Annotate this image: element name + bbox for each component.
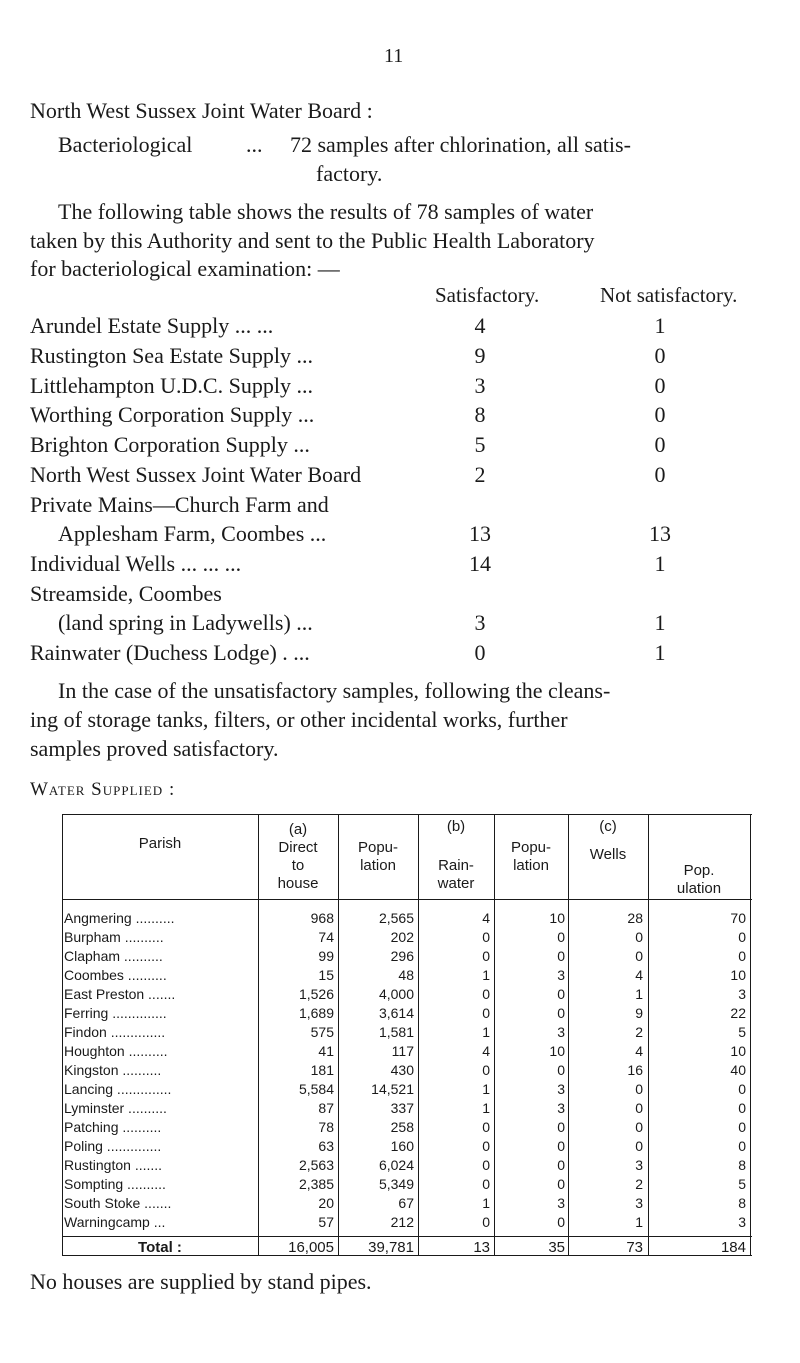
results-not-satisfactory: 1 [654,610,666,635]
total-pop3: 184 [720,1239,746,1256]
cell-parish: Ferring .............. [64,1005,167,1021]
cell-pop1: 430 [390,1062,414,1078]
cell-parish: Findon .............. [64,1024,166,1040]
cell-pop2: 0 [557,986,565,1002]
header-pop1-line: Popu- [357,839,399,856]
header-direct-mark: (a) [288,821,308,838]
results-satisfactory: 5 [474,432,486,457]
header-pop3-line: Pop. [683,862,715,879]
results-satisfactory: 13 [469,521,491,546]
results-label: Brighton Corporation Supply ... [30,432,310,457]
cell-wells: 4 [635,967,643,983]
results-satisfactory: 9 [474,343,486,368]
table-left-rule [62,814,63,1256]
cell-parish: Patching .......... [64,1119,162,1135]
cell-parish: Sompting .......... [64,1176,166,1192]
cell-pop2: 0 [557,1214,565,1230]
cell-rain: 4 [482,910,490,926]
cell-direct: 63 [318,1138,334,1154]
cell-pop3: 0 [738,929,746,945]
bacteriological-text-1: 72 samples after chlorination, all satis- [290,132,631,157]
total-pop2: 35 [548,1239,565,1256]
cell-pop3: 0 [738,1138,746,1154]
cell-parish: Lancing .............. [64,1081,172,1097]
cell-direct: 968 [310,910,334,926]
cell-parish: Kingston .......... [64,1062,162,1078]
cell-pop1: 67 [398,1195,414,1211]
cell-direct: 181 [310,1062,334,1078]
header-wells-mark: (c) [599,818,617,835]
cell-direct: 41 [318,1043,334,1059]
cell-direct: 78 [318,1119,334,1135]
cell-pop1: 117 [391,1043,414,1059]
results-label: Individual Wells ... ... ... [30,551,242,576]
results-not-satisfactory: 1 [654,313,666,338]
total-rain: 13 [473,1239,490,1256]
cell-wells: 1 [635,1214,643,1230]
cell-pop3: 5 [738,1024,746,1040]
cell-rain: 1 [482,967,490,983]
results-not-satisfactory: 0 [654,402,666,427]
results-label: Rainwater (Duchess Lodge) . ... [30,640,310,665]
cell-pop2: 0 [557,1005,565,1021]
results-label: Arundel Estate Supply ... ... [30,313,274,338]
table-right-rule [750,815,751,1255]
cell-pop2: 0 [557,1119,565,1135]
cell-pop3: 0 [738,1081,746,1097]
cell-pop2: 10 [549,1043,565,1059]
cell-pop3: 5 [738,1176,746,1192]
page-number: 11 [384,45,404,67]
results-satisfactory: 2 [474,462,486,487]
header-rain-mark: (b) [446,818,466,835]
cell-pop3: 0 [738,1119,746,1135]
cell-rain: 1 [482,1081,490,1097]
cell-pop3: 3 [738,986,746,1002]
cell-rain: 0 [482,1005,490,1021]
cell-pop1: 14,521 [371,1081,414,1097]
after-line-2: ing of storage tanks, filters, or other incidental works, further [30,707,568,732]
cell-rain: 1 [482,1195,490,1211]
cell-direct: 5,584 [298,1081,334,1097]
water-supplied-title: Water Supplied : [30,779,176,800]
cell-wells: 0 [635,929,643,945]
total-direct: 16,005 [288,1239,334,1256]
cell-parish: Burpham .......... [64,929,164,945]
cell-pop2: 0 [557,1157,565,1173]
cell-rain: 1 [482,1100,490,1116]
cell-direct: 575 [310,1024,334,1040]
cell-wells: 0 [635,948,643,964]
cell-pop1: 5,349 [378,1176,414,1192]
results-label: Streamside, Coombes [30,581,222,606]
cell-parish: East Preston ....... [64,986,176,1002]
results-label-cont: (land spring in Ladywells) ... [58,610,313,635]
results-not-satisfactory: 0 [654,462,666,487]
cell-pop3: 10 [730,967,746,983]
after-line-1: In the case of the unsatisfactory samples, following the cleans- [58,678,611,703]
cell-rain: 0 [482,986,490,1002]
results-label-cont: Applesham Farm, Coombes ... [58,521,327,546]
cell-pop1: 258 [390,1119,414,1135]
cell-pop2: 0 [557,1062,565,1078]
cell-pop2: 0 [557,1176,565,1192]
cell-direct: 57 [318,1214,334,1230]
cell-pop1: 4,000 [378,986,414,1002]
cell-rain: 0 [482,1119,490,1135]
cell-direct: 1,689 [298,1005,334,1021]
cell-direct: 20 [318,1195,334,1211]
results-label: North West Sussex Joint Water Board [30,462,362,487]
results-not-satisfactory: 0 [654,373,666,398]
cell-pop2: 3 [557,1100,565,1116]
cell-rain: 1 [482,1024,490,1040]
cell-parish: Angmering .......... [64,910,175,926]
header-direct-line: house [277,875,319,892]
cell-direct: 2,385 [298,1176,334,1192]
cell-wells: 16 [627,1062,643,1078]
bacteriological-label: Bacteriological [58,132,193,157]
results-satisfactory: 8 [474,402,486,427]
bacteriological-dots: ... [246,132,263,157]
total-pop1: 39,781 [368,1239,414,1256]
results-not-satisfactory: 0 [654,432,666,457]
cell-pop2: 0 [557,1138,565,1154]
header-pop1-line: lation [360,857,396,874]
cell-parish: Houghton .......... [64,1043,168,1059]
cell-direct: 15 [318,967,334,983]
cell-rain: 0 [482,1157,490,1173]
cell-wells: 0 [635,1119,643,1135]
results-header-satisfactory: Satisfactory. [435,283,540,307]
results-label: Worthing Corporation Supply ... [30,402,315,427]
cell-pop1: 2,565 [378,910,414,926]
cell-pop3: 8 [738,1157,746,1173]
cell-pop1: 296 [390,948,414,964]
cell-pop2: 0 [557,929,565,945]
cell-rain: 4 [482,1043,490,1059]
results-satisfactory: 14 [469,551,491,576]
results-header-not-satisfactory: Not satisfactory. [600,283,738,307]
results-not-satisfactory: 1 [654,551,666,576]
header-pop2-line: Popu- [510,839,552,856]
cell-pop3: 10 [730,1043,746,1059]
total-rule [62,1236,752,1237]
cell-pop1: 160 [390,1138,414,1154]
cell-pop2: 0 [557,948,565,964]
results-satisfactory: 3 [474,373,486,398]
cell-direct: 2,563 [298,1157,334,1173]
intro-line-1: The following table shows the results of 78 samples of water [58,199,594,224]
cell-pop1: 1,581 [378,1024,414,1040]
cell-wells: 2 [635,1176,643,1192]
results-satisfactory: 3 [474,610,486,635]
cell-pop2: 3 [557,1195,565,1211]
results-label: Private Mains—Church Farm and [30,492,329,517]
results-satisfactory: 0 [474,640,486,665]
results-satisfactory: 4 [474,313,486,338]
cell-pop2: 10 [549,910,565,926]
cell-wells: 0 [635,1081,643,1097]
results-not-satisfactory: 1 [654,640,666,665]
header-pop3-line: ulation [676,880,722,897]
total-label: Total : [138,1239,182,1256]
cell-wells: 4 [635,1043,643,1059]
cell-wells: 3 [635,1195,643,1211]
cell-wells: 9 [635,1005,643,1021]
results-label: Littlehampton U.D.C. Supply ... [30,373,313,398]
cell-rain: 0 [482,948,490,964]
cell-pop3: 0 [738,948,746,964]
intro-line-3: for bacteriological examination: — [30,256,340,281]
cell-rain: 0 [482,1214,490,1230]
footer-note: No houses are supplied by stand pipes. [30,1269,372,1294]
cell-pop1: 48 [398,967,414,983]
cell-wells: 2 [635,1024,643,1040]
header-rain-line: water [437,875,475,892]
cell-pop1: 202 [390,929,414,945]
header-direct-line: Direct [278,839,318,856]
cell-pop2: 3 [557,967,565,983]
cell-pop3: 22 [730,1005,746,1021]
cell-wells: 0 [635,1100,643,1116]
cell-pop3: 40 [730,1062,746,1078]
cell-pop3: 0 [738,1100,746,1116]
cell-pop2: 3 [557,1024,565,1040]
cell-direct: 74 [318,929,334,945]
cell-parish: South Stoke ....... [64,1195,172,1211]
cell-pop1: 3,614 [378,1005,414,1021]
results-label: Rustington Sea Estate Supply ... [30,343,313,368]
header-parish: Parish [138,835,182,852]
header-rule [62,899,752,900]
header-pop2-line: lation [513,857,549,874]
cell-direct: 1,526 [298,986,334,1002]
header-wells: Wells [589,846,627,863]
cell-pop1: 337 [390,1100,414,1116]
bacteriological-text-2: factory. [316,161,383,186]
cell-wells: 0 [635,1138,643,1154]
cell-parish: Clapham .......... [64,948,163,964]
header-rain-line: Rain- [438,857,474,874]
cell-parish: Lyminster .......... [64,1100,167,1116]
cell-pop2: 3 [557,1081,565,1097]
cell-pop3: 70 [730,910,746,926]
cell-parish: Warningcamp ... [64,1214,166,1230]
intro-line-2: taken by this Authority and sent to the Public Health Laboratory [30,228,595,253]
cell-pop1: 212 [390,1214,414,1230]
cell-wells: 1 [635,986,643,1002]
cell-parish: Rustington ....... [64,1157,163,1173]
cell-parish: Poling .............. [64,1138,162,1154]
header-direct-line: to [291,857,305,874]
total-wells: 73 [626,1239,643,1256]
results-not-satisfactory: 0 [654,343,666,368]
nwsjwb-heading: North West Sussex Joint Water Board : [30,98,373,123]
after-line-3: samples proved satisfactory. [30,736,279,761]
cell-direct: 87 [318,1100,334,1116]
cell-pop3: 3 [738,1214,746,1230]
cell-wells: 28 [627,910,643,926]
cell-parish: Coombes .......... [64,967,167,983]
cell-rain: 0 [482,1062,490,1078]
cell-rain: 0 [482,929,490,945]
cell-direct: 99 [318,948,334,964]
results-not-satisfactory: 13 [649,521,671,546]
cell-pop3: 8 [738,1195,746,1211]
cell-pop1: 6,024 [378,1157,414,1173]
cell-wells: 3 [635,1157,643,1173]
cell-rain: 0 [482,1176,490,1192]
cell-rain: 0 [482,1138,490,1154]
